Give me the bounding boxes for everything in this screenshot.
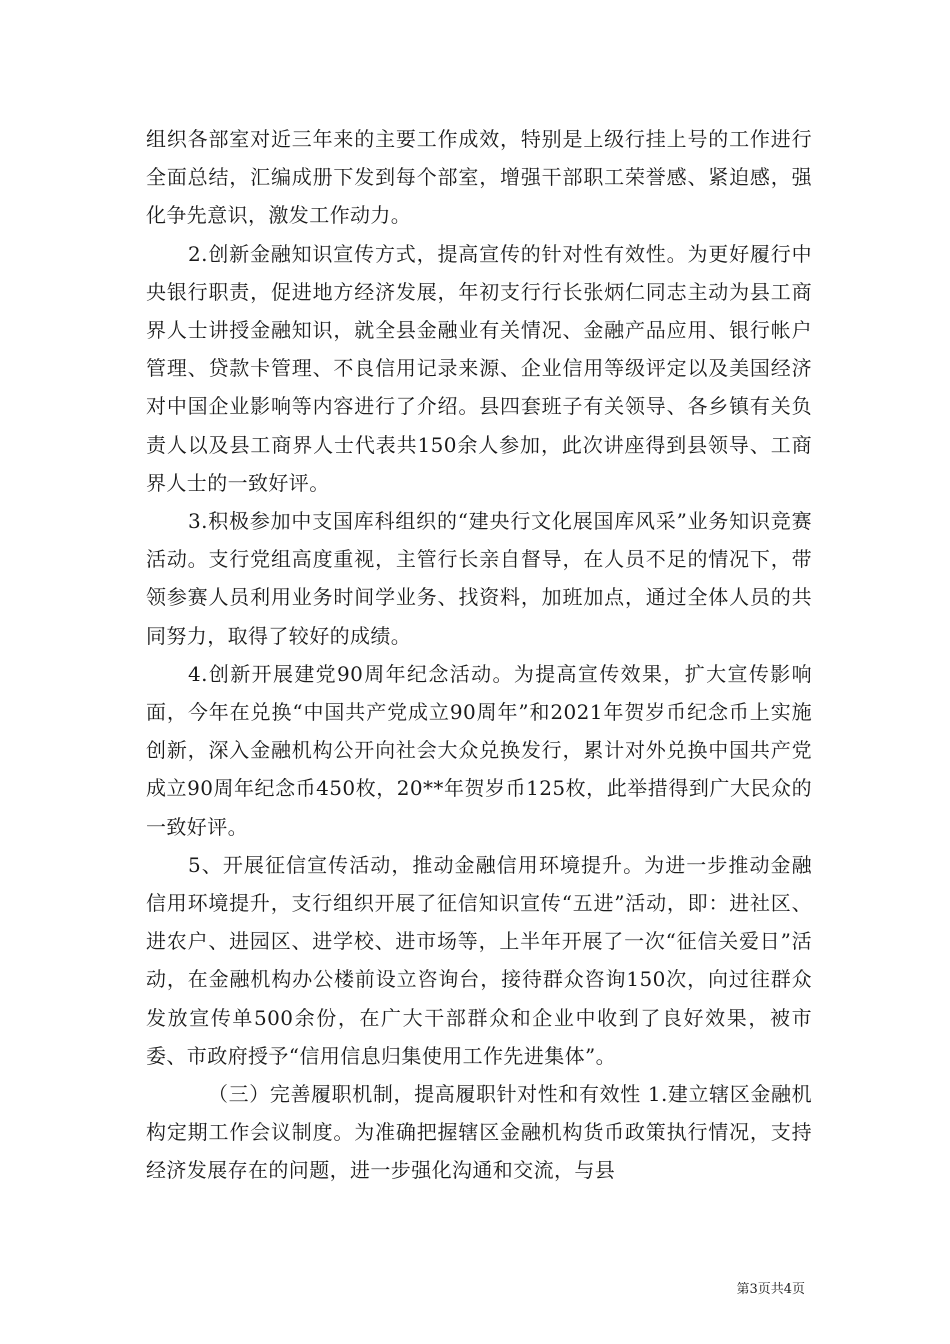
paragraph-item-5: 5、开展征信宣传活动，推动金融信用环境提升。为进一步推动金融信用环境提升，支行组织开展了征信知识宣传“五进”活动，即：进社区、进农户、进园区、进学校、进市场等，上半年开展了一次“征信关爱日”活动，在金融机构办公楼前设立咨询台，接待群众咨询150次，向过往群众发放宣传单500余份，在广大干部群众和企业中收到了良好效果，被市委、市政府授予“信用信息归集使用工作先进集体”。 (146, 852, 812, 1068)
paragraph-section-3: （三）完善履职机制，提高履职针对性和有效性 1.建立辖区金融机构定期工作会议制度。为准确把握辖区金融机构货币政策执行情况，支持经济发展存在的问题，进一步强化沟通和交流，与县 (146, 1082, 812, 1183)
page-number: 第3页共4页 (736, 1282, 805, 1297)
paragraph-item-2: 2.创新金融知识宣传方式，提高宣传的针对性有效性。为更好履行中央银行职责，促进地方经济发展，年初支行行长张炳仁同志主动为县工商界人士讲授金融知识，就全县金融业有关情况、金融产品应用、银行帐户管理、贷款卡管理、不良信用记录来源、企业信用等级评定以及美国经济对中国企业影响等内容进行了介绍。县四套班子有关领导、各乡镇有关负责人以及县工商界人士代表共150余人参加，此次讲座得到县领导、工商界人士的一致好评。 (146, 241, 812, 495)
paragraph-continuation: 组织各部室对近三年来的主要工作成效，特别是上级行挂上号的工作进行全面总结，汇编成册下发到每个部室，增强干部职工荣誉感、紧迫感，强化争先意识，激发工作动力。 (146, 127, 812, 228)
paragraph-item-4: 4.创新开展建党90周年纪念活动。为提高宣传效果，扩大宣传影响面，今年在兑换“中国共产党成立90周年”和2021年贺岁币纪念币上实施创新，深入金融机构公开向社会大众兑换发行，累计对外兑换中国共产党成立90周年纪念币450枚，20**年贺岁币125枚，此举措得到广大民众的一致好评。 (146, 661, 812, 839)
document-body (146, 120, 812, 1190)
paragraph-item-3: 3.积极参加中支国库科组织的“建央行文化展国库风采”业务知识竞赛活动。支行党组高度重视，主管行长亲自督导，在人员不足的情况下，带领参赛人员利用业务时间学业务、找资料，加班加点，通过全体人员的共同努力，取得了较好的成绩。 (146, 509, 812, 648)
